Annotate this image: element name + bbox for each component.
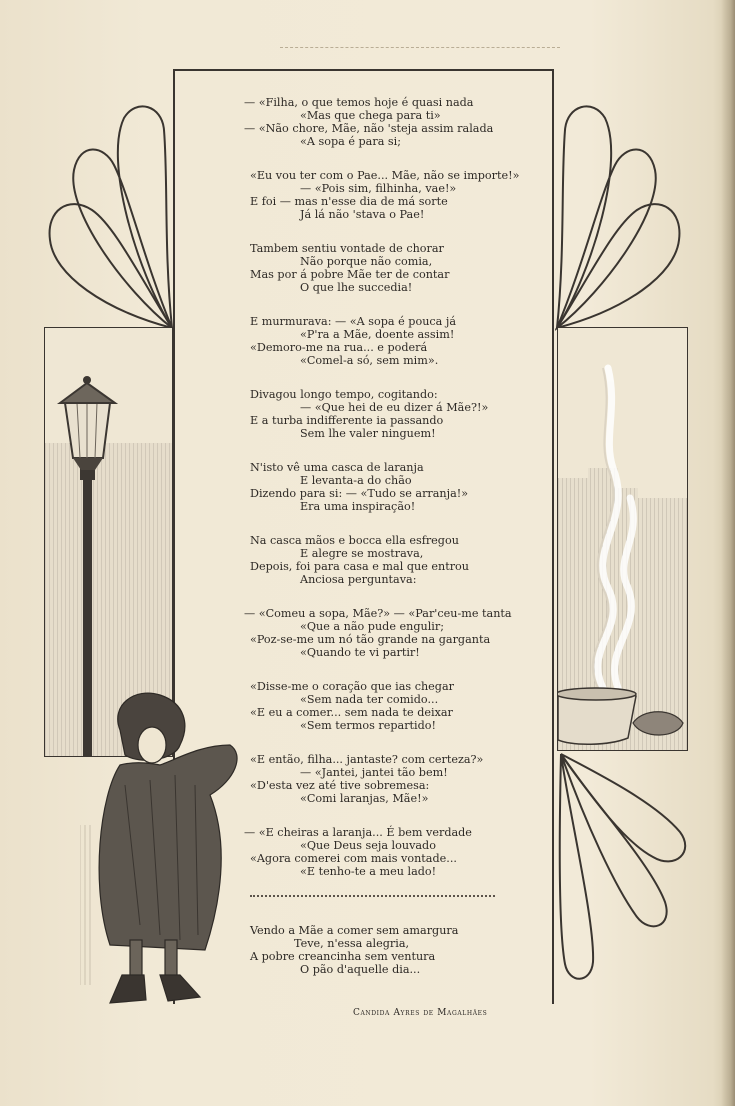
verse-line: «Eu vou ter com o Pae... Mãe, não se importe!» xyxy=(250,168,520,182)
verse-line: O que lhe succedia! xyxy=(300,281,413,295)
steaming-bowl-illustration xyxy=(557,327,688,751)
verse-line: Tambem sentiu vontade de chorar xyxy=(250,241,444,255)
top-rule xyxy=(280,47,560,49)
verse-line: «Quando te vi partir! xyxy=(300,646,420,660)
verse-line: Teve, n'essa alegria, xyxy=(294,937,410,951)
left-top-ornament xyxy=(44,100,174,332)
stanza xyxy=(250,242,550,294)
verse-line: — «Não chore, Mãe, não 'steja assim ralada xyxy=(244,122,494,136)
stanza xyxy=(250,169,550,221)
verse-line: «Comel-a só, sem mim». xyxy=(300,354,439,368)
verse-line: — «Pois sim, filhinha, vae!» xyxy=(300,182,457,196)
verse-line: «Agora comerei com mais vontade... xyxy=(250,851,457,865)
verse-line: Não porque não comia, xyxy=(300,255,433,269)
stanza xyxy=(250,388,550,440)
binding-edge xyxy=(721,0,735,1106)
verse-line: E alegre se mostrava, xyxy=(300,546,424,560)
verse-line: Anciosa perguntava: xyxy=(300,573,417,587)
verse-line: Divagou longo tempo, cogitando: xyxy=(250,387,438,401)
verse-line: «Demoro-me na rua... e poderá xyxy=(250,341,428,355)
verse-line: «Comi laranjas, Mãe!» xyxy=(300,792,429,805)
stanza xyxy=(250,680,550,732)
child-figure-illustration xyxy=(80,685,250,1015)
verse-line: — «Comeu a sopa, Mãe?» — «Par'ceu-me tanta xyxy=(244,606,512,620)
verse-line: «A sopa é para si; xyxy=(300,135,402,149)
verse-line: — «Filha, o que temos hoje é quasi nada xyxy=(244,96,474,109)
final-stanza xyxy=(250,924,458,976)
verse-line: «E eu a comer... sem nada te deixar xyxy=(250,705,453,719)
stanza xyxy=(250,753,550,805)
verse-line: «Poz-se-me um nó tão grande na garganta xyxy=(250,632,491,646)
stanza xyxy=(244,825,550,878)
dotted-separator xyxy=(250,895,495,901)
stanza xyxy=(250,461,550,513)
verse-line: — «E cheiras a laranja... É bem verdade xyxy=(244,825,472,839)
verse-line: A pobre creancinha sem ventura xyxy=(250,950,436,964)
verse-line: O pão d'aquelle dia... xyxy=(300,963,421,977)
right-bottom-ornament xyxy=(555,752,690,987)
verse-line: «E então, filha... jantaste? com certeza?» xyxy=(250,752,484,766)
verse-line: «Disse-me o coração que ias chegar xyxy=(250,679,454,693)
stanza xyxy=(244,606,550,660)
verse-line: «Sem termos repartido! xyxy=(300,719,437,733)
right-top-ornament xyxy=(555,100,685,332)
verse-line: «Que Deus seja louvado xyxy=(300,838,436,852)
verse-line: Dizendo para si: — «Tudo se arranja!» xyxy=(250,487,469,501)
verse-line: Era uma inspiração! xyxy=(300,500,416,514)
verse-line: Vendo a Mãe a comer sem amargura xyxy=(250,924,459,937)
stanza xyxy=(244,96,550,149)
verse-line: Depois, foi para casa e mal que entrou xyxy=(250,560,469,573)
verse-line: E a turba indifferente ia passando xyxy=(250,414,444,428)
verse-line: Já lá não 'stava o Pae! xyxy=(300,208,425,222)
verse-line: «Mas que chega para ti» xyxy=(300,109,441,123)
verse-line: E murmurava: — «A sopa é pouca já xyxy=(250,314,457,328)
verse-line: E foi — mas n'esse dia de má sorte xyxy=(250,195,448,209)
poem-body xyxy=(244,96,550,899)
verse-line: N'isto vê uma casca de laranja xyxy=(250,460,424,474)
verse-line: «E tenho-te a meu lado! xyxy=(300,864,437,878)
verse-line: Sem lhe valer ninguem! xyxy=(300,427,436,441)
verse-line: «P'ra a Mãe, doente assim! xyxy=(300,328,455,341)
stanza xyxy=(250,534,550,586)
verse-line: — «Que hei de eu dizer á Mãe?!» xyxy=(300,400,489,414)
verse-line: «Que a não pude engulir; xyxy=(300,619,444,633)
verse-line: Mas por á pobre Mãe ter de contar xyxy=(250,268,450,282)
verse-line: «D'esta vez até tive sobremesa: xyxy=(250,778,430,792)
verse-line: «Sem nada ter comido... xyxy=(300,692,439,706)
author-signature: Candida Ayres de Magalhães xyxy=(353,1008,488,1018)
verse-line: E levanta-a do chão xyxy=(300,473,412,487)
verse-line: — «Jantei, jantei tão bem! xyxy=(300,765,448,779)
verse-line: Na casca mãos e bocca ella esfregou xyxy=(250,533,459,547)
stanza xyxy=(250,315,550,367)
